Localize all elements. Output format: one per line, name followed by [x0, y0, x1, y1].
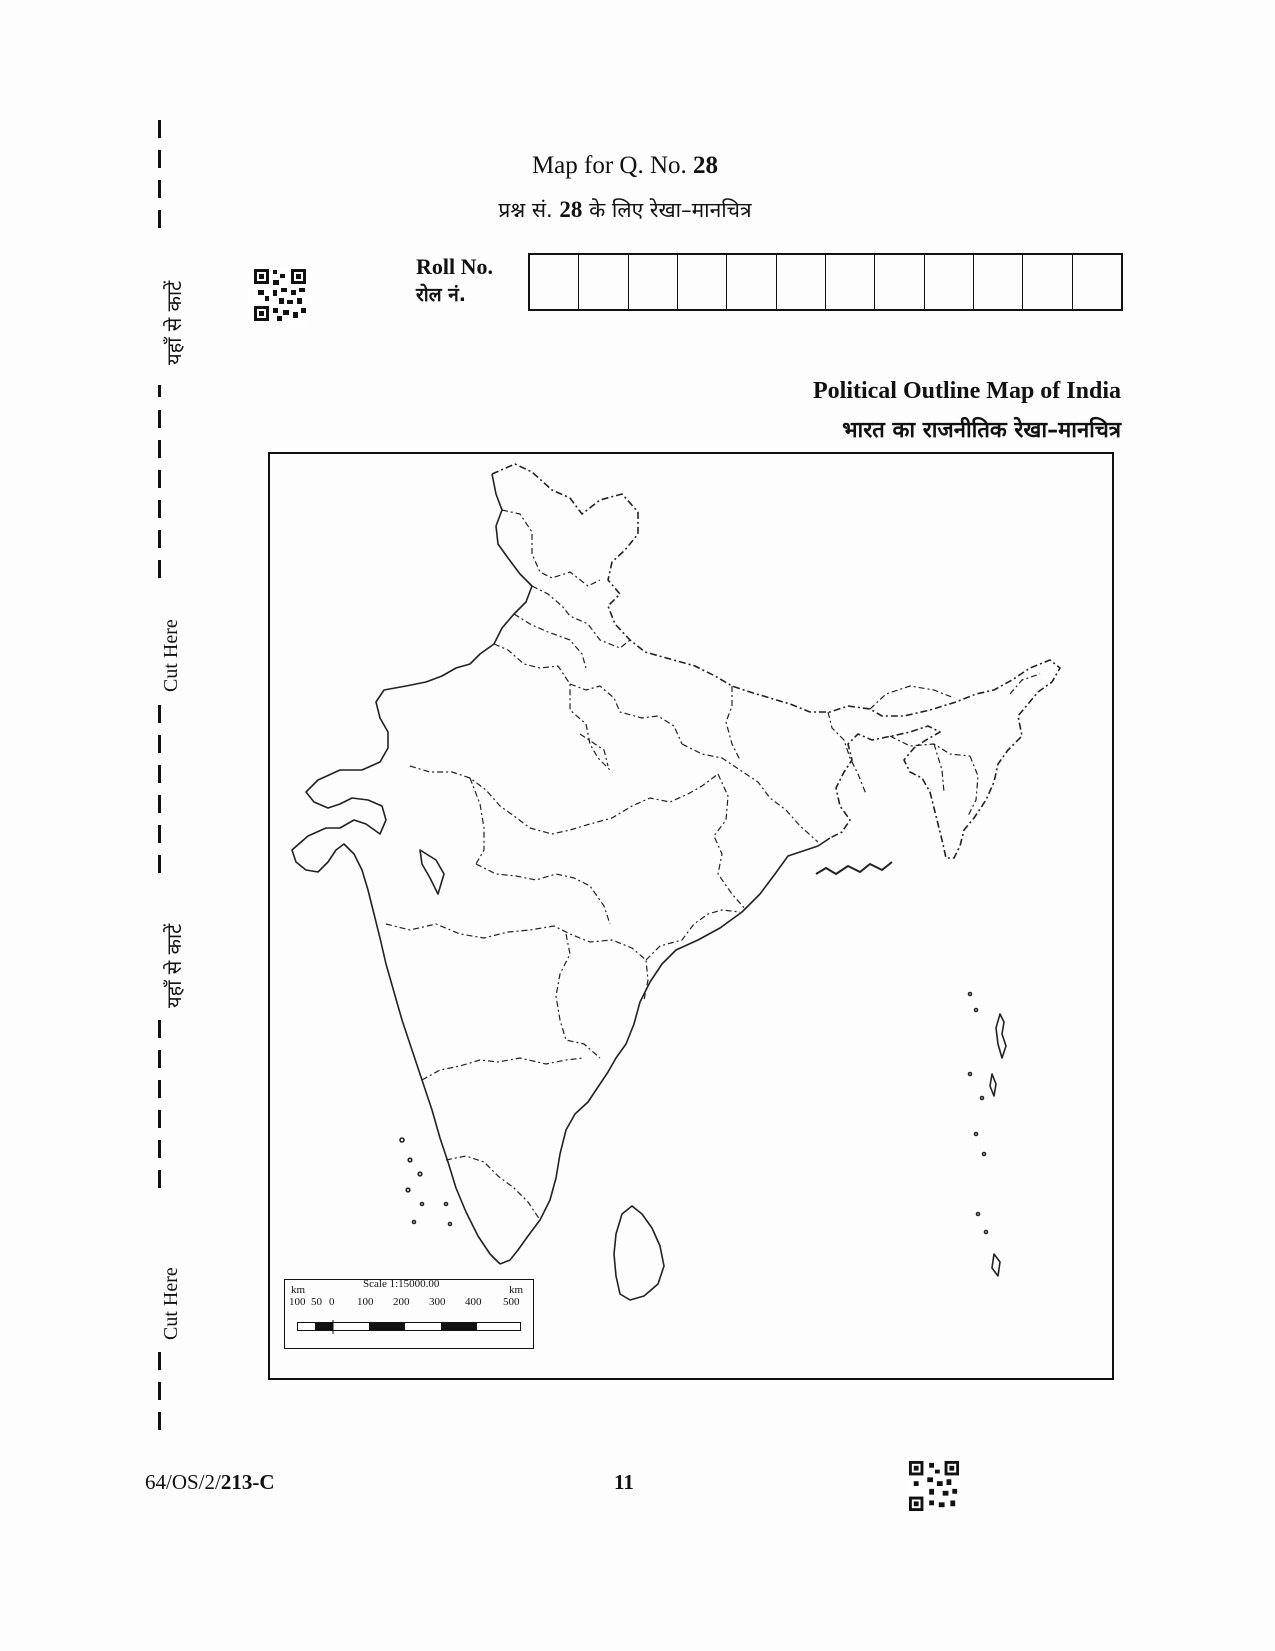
roll-no-box[interactable]	[826, 255, 875, 309]
scale-label: Scale 1:15000.00	[363, 1278, 440, 1290]
roll-no-boxes[interactable]	[528, 253, 1123, 311]
map-for-question	[400, 152, 850, 180]
scale-tick: 100	[357, 1296, 374, 1308]
roll-no-box[interactable]	[530, 255, 579, 309]
cut-strip	[140, 120, 186, 1450]
state-boundary	[934, 744, 944, 792]
page-number: 11	[614, 1470, 634, 1494]
state-boundary	[386, 924, 648, 1000]
roll-no-box[interactable]	[727, 255, 776, 309]
cut-here-hindi-bottom: यहाँ से काटें	[162, 923, 186, 1008]
qr-code-icon	[253, 268, 307, 322]
roll-no-box[interactable]	[629, 255, 678, 309]
india-boundary	[492, 464, 1060, 858]
state-boundary	[890, 736, 970, 756]
roll-no-label-hi: रोल नं.	[416, 284, 466, 306]
scale-tick: 100	[289, 1296, 306, 1308]
roll-no-label-en: Roll No.	[416, 254, 493, 279]
state-boundary	[422, 1058, 584, 1080]
scale-tick: 50	[311, 1296, 322, 1308]
question-number-hindi: 28	[559, 197, 583, 222]
sri-lanka-outline	[614, 1206, 664, 1300]
roll-no-box[interactable]	[777, 255, 826, 309]
scale-bar	[297, 1320, 521, 1336]
scale-tick: 400	[465, 1296, 482, 1308]
map-scale	[284, 1279, 534, 1349]
east-coastline	[500, 838, 830, 1264]
state-boundary	[470, 778, 484, 864]
state-boundary	[514, 614, 586, 668]
roll-no-box[interactable]	[1023, 255, 1072, 309]
map-for-hindi-label: प्रश्न सं.	[498, 198, 553, 222]
roll-no-box[interactable]	[579, 255, 628, 309]
state-boundary	[494, 644, 610, 770]
state-boundary	[714, 774, 746, 910]
state-boundary	[646, 910, 740, 960]
map-title-hindi: भारत का राजनीतिक रेखा–मानचित्र	[842, 418, 1121, 443]
state-boundary	[828, 712, 866, 794]
scale-tick: 300	[429, 1296, 446, 1308]
roll-no-label	[416, 253, 493, 309]
state-boundary	[502, 510, 600, 586]
cut-here-hindi-top: यहाँ से काटें	[162, 280, 186, 365]
state-boundary	[968, 756, 978, 816]
qr-code-icon	[908, 1460, 960, 1512]
state-boundary	[870, 686, 954, 709]
scale-tick: 0	[329, 1296, 335, 1308]
roll-no-box[interactable]	[925, 255, 974, 309]
state-boundary	[476, 864, 610, 924]
scale-tick: 500	[503, 1296, 520, 1308]
paper-code-set: 213-C	[220, 1470, 275, 1494]
roll-no-box[interactable]	[974, 255, 1023, 309]
state-boundary	[532, 586, 630, 648]
map-frame	[268, 452, 1114, 1380]
map-for-label: Map for Q. No.	[531, 152, 687, 179]
state-boundary	[726, 686, 740, 760]
roll-no-box[interactable]	[1073, 255, 1121, 309]
west-coastline	[292, 474, 532, 1264]
scale-unit-left: km	[291, 1284, 306, 1296]
question-number: 28	[693, 152, 719, 179]
state-boundary	[580, 734, 608, 766]
scale-unit-right: km	[509, 1284, 524, 1296]
roll-no-box[interactable]	[678, 255, 727, 309]
state-boundary	[446, 1156, 540, 1220]
scale-ticks	[289, 1296, 527, 1310]
state-boundary	[1010, 674, 1040, 694]
state-boundary	[556, 934, 600, 1058]
paper-code	[145, 1470, 275, 1495]
state-boundary	[410, 766, 718, 834]
cut-here-top: Cut Here	[160, 619, 182, 692]
map-for-question-hindi	[400, 196, 850, 224]
state-boundary	[570, 684, 682, 744]
map-for-hindi-suffix: के लिए रेखा–मानचित्र	[589, 198, 752, 222]
map-title: Political Outline Map of India	[812, 378, 1121, 404]
state-boundary	[682, 744, 818, 842]
cut-here-bottom: Cut Here	[160, 1267, 182, 1340]
india-outline-map	[270, 454, 1111, 1377]
roll-no-box[interactable]	[875, 255, 924, 309]
scale-tick: 200	[393, 1296, 410, 1308]
paper-code-prefix: 64/OS/2/	[145, 1470, 221, 1494]
